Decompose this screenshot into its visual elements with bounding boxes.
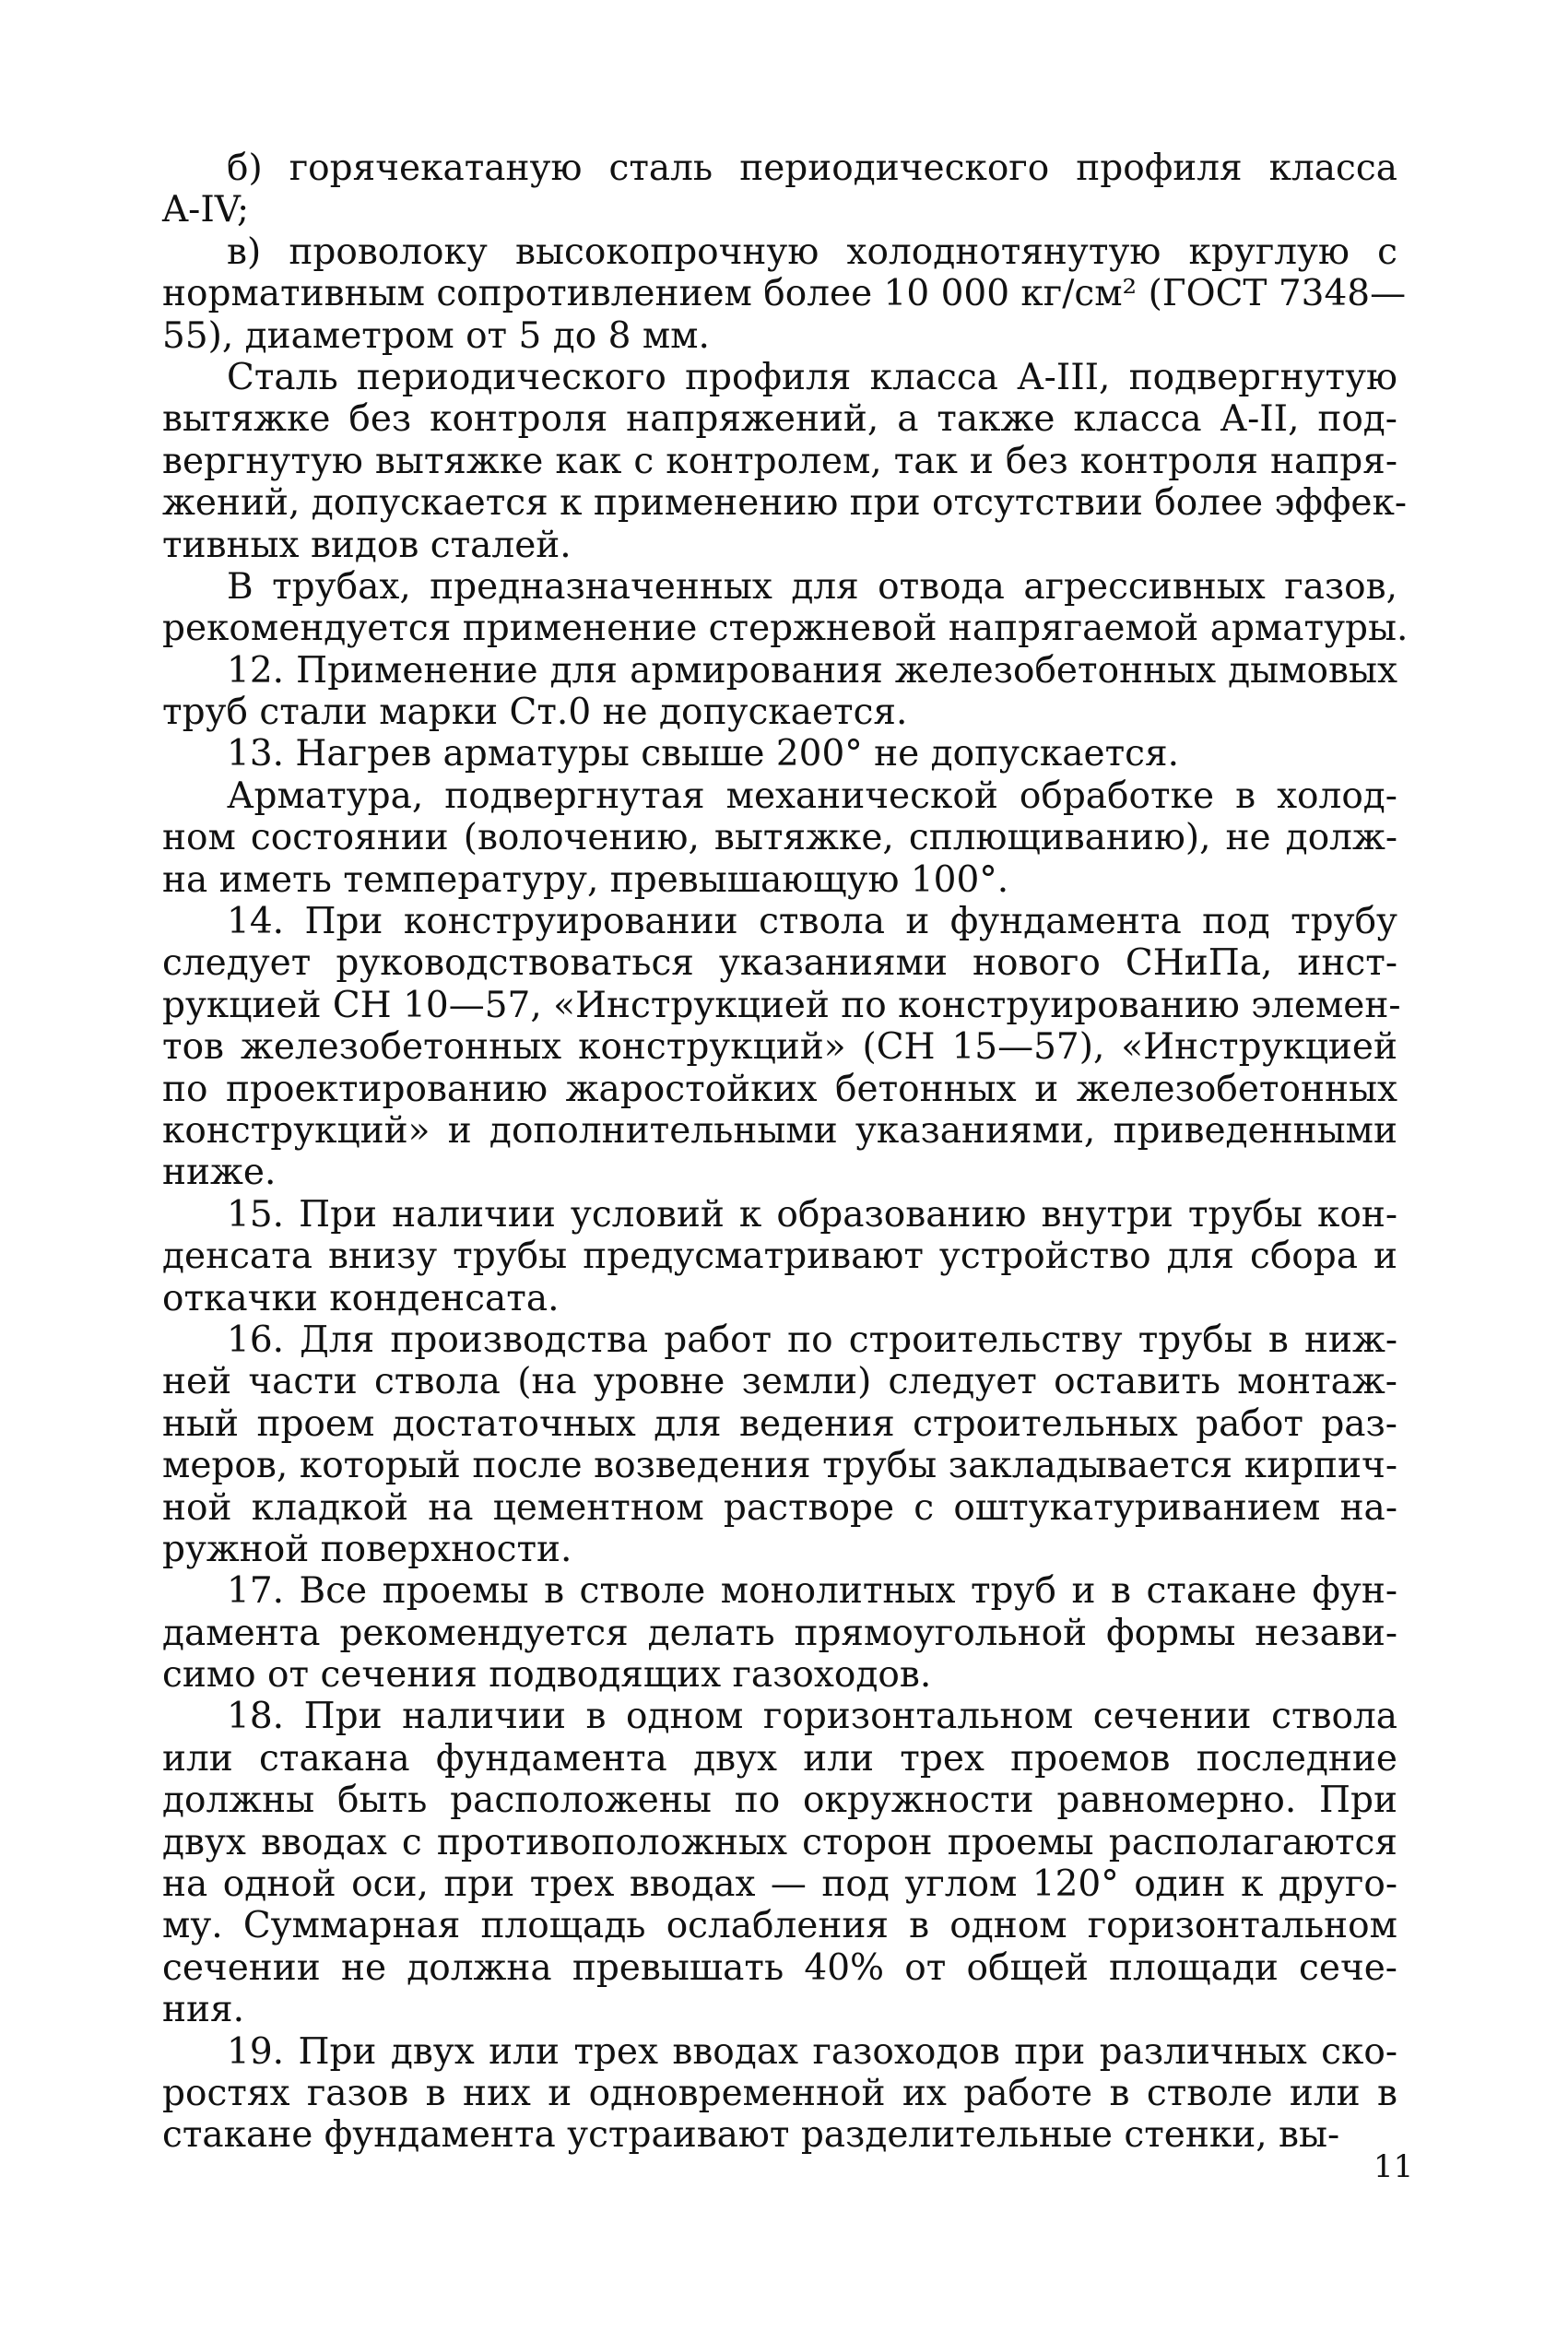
paragraph-item-14 (162, 901, 1401, 1194)
text-line: ный проем достаточных для ведения строительных работ раз- (162, 1402, 1397, 1445)
text-line: 14. При конструировании ствола и фундамента под трубу (227, 901, 1397, 943)
text-line: рукцией СН 10—57, «Инструкцией по конструированию элемен- (162, 984, 1401, 1026)
text-line: труб стали марки Ст.0 не допускается. (162, 692, 908, 734)
text-line: откачки конденсата. (162, 1277, 560, 1319)
text-line: ней части ствола (на уровне земли) следует оставить монтаж- (162, 1361, 1397, 1403)
page-number: 11 (1373, 2148, 1414, 2185)
page-body (162, 148, 1409, 2157)
text-line: ния. (162, 1989, 244, 2031)
text-line: 19. При двух или трех вводах газоходов при различных ско- (227, 2030, 1397, 2073)
paragraph-pipes-para (162, 565, 1409, 650)
text-line: ной кладкой на цементном растворе с оштукатуриванием на- (162, 1486, 1397, 1529)
paragraph-item-b (162, 148, 1397, 231)
text-line: на одной оси, при трех вводах — под углом 120° один к друго- (162, 1863, 1397, 1906)
text-line: ном состоянии (волочению, вытяжке, сплющиванию), не долж- (162, 817, 1397, 859)
text-line: или стакана фундамента двух или трех проемов последние (162, 1737, 1397, 1780)
text-line: В трубах, предназначенных для отвода агрессивных газов, (227, 565, 1397, 608)
text-line: 55), диаметром от 5 до 8 мм. (162, 314, 710, 357)
text-line: следует руководствоваться указаниями нового СНиПа, инст- (162, 942, 1397, 985)
paragraph-item-13 (162, 733, 1397, 775)
text-line: 15. При наличии условий к образованию внутри трубы кон- (227, 1193, 1397, 1236)
text-line: нормативным сопротивлением более 10 000 кг/см² (ГОСТ 7348— (162, 273, 1407, 315)
text-line: меров, который после возведения трубы закладывается кирпич- (162, 1445, 1397, 1487)
paragraph-item-18 (162, 1696, 1397, 2030)
text-line: Арматура, подвергнутая механической обработке в холод- (227, 775, 1397, 817)
text-line: двух вводах с противоположных сторон проемы располагаются (162, 1821, 1397, 1863)
text-line: 16. Для производства работ по строительству трубы в ниж- (227, 1319, 1397, 1361)
paragraph-steel-para (162, 356, 1408, 566)
text-line: A-IV; (162, 189, 250, 231)
text-line: в) проволоку высокопрочную холоднотянутую круглую с (227, 231, 1397, 273)
paragraph-item-19 (162, 2031, 1397, 2157)
text-line: вергнутую вытяжке как с контролем, так и без контроля напря- (162, 440, 1397, 482)
text-line: 12. Применение для армирования железобетонных дымовых (227, 649, 1397, 692)
text-line: ружной поверхности. (162, 1528, 572, 1570)
paragraph-armature-para (162, 775, 1397, 901)
text-line: б) горячекатаную сталь периодического профиля класса (227, 148, 1397, 189)
paragraph-item-16 (162, 1319, 1397, 1570)
text-line: на иметь температуру, превышающую 100°. (162, 858, 1009, 901)
text-line: 18. При наличии в одном горизонтальном сечении ствола (227, 1696, 1397, 1738)
text-line: должны быть расположены по окружности равномерно. При (162, 1780, 1397, 1822)
text-line: Сталь периодического профиля класса А-III, подвергнутую (227, 356, 1397, 398)
paragraph-item-17 (162, 1570, 1397, 1696)
text-line: му. Суммарная площадь ослабления в одном горизонтальном (162, 1905, 1397, 1947)
text-line: ростях газов в них и одновременной их работе в стволе или в (162, 2072, 1397, 2114)
paragraph-item-12 (162, 650, 1397, 734)
text-line: 17. Все проемы в стволе монолитных труб и в стакане фун- (227, 1570, 1397, 1613)
text-line: симо от сечения подводящих газоходов. (162, 1654, 932, 1697)
text-line: стакане фундамента устраивают разделительные стенки, вы- (162, 2114, 1340, 2157)
text-line: конструкций» и дополнительными указаниями, приведенными (162, 1109, 1397, 1152)
paragraph-item-v (162, 231, 1407, 357)
text-line: вытяжке без контроля напряжений, а также класса А-II, под- (162, 398, 1397, 441)
text-line: тивных видов сталей. (162, 524, 572, 566)
text-line: тов железобетонных конструкций» (СН 15—57), «Инструкцией (162, 1026, 1397, 1069)
text-line: дамента рекомендуется делать прямоугольной формы незави- (162, 1612, 1397, 1654)
text-line: жений, допускается к применению при отсутствии более эффек- (162, 482, 1408, 525)
text-line: рекомендуется применение стержневой напрягаемой арматуры. (162, 608, 1409, 650)
text-line: ниже. (162, 1152, 277, 1194)
paragraph-item-15 (162, 1194, 1397, 1319)
text-line: сечении не должна превышать 40% от общей площади сече- (162, 1946, 1397, 1989)
text-line: денсата внизу трубы предусматривают устройство для сбора и (162, 1236, 1397, 1278)
text-line: по проектированию жаростойких бетонных и железобетонных (162, 1068, 1397, 1110)
text-line: 13. Нагрев арматуры свыше 200° не допускается. (227, 733, 1180, 775)
